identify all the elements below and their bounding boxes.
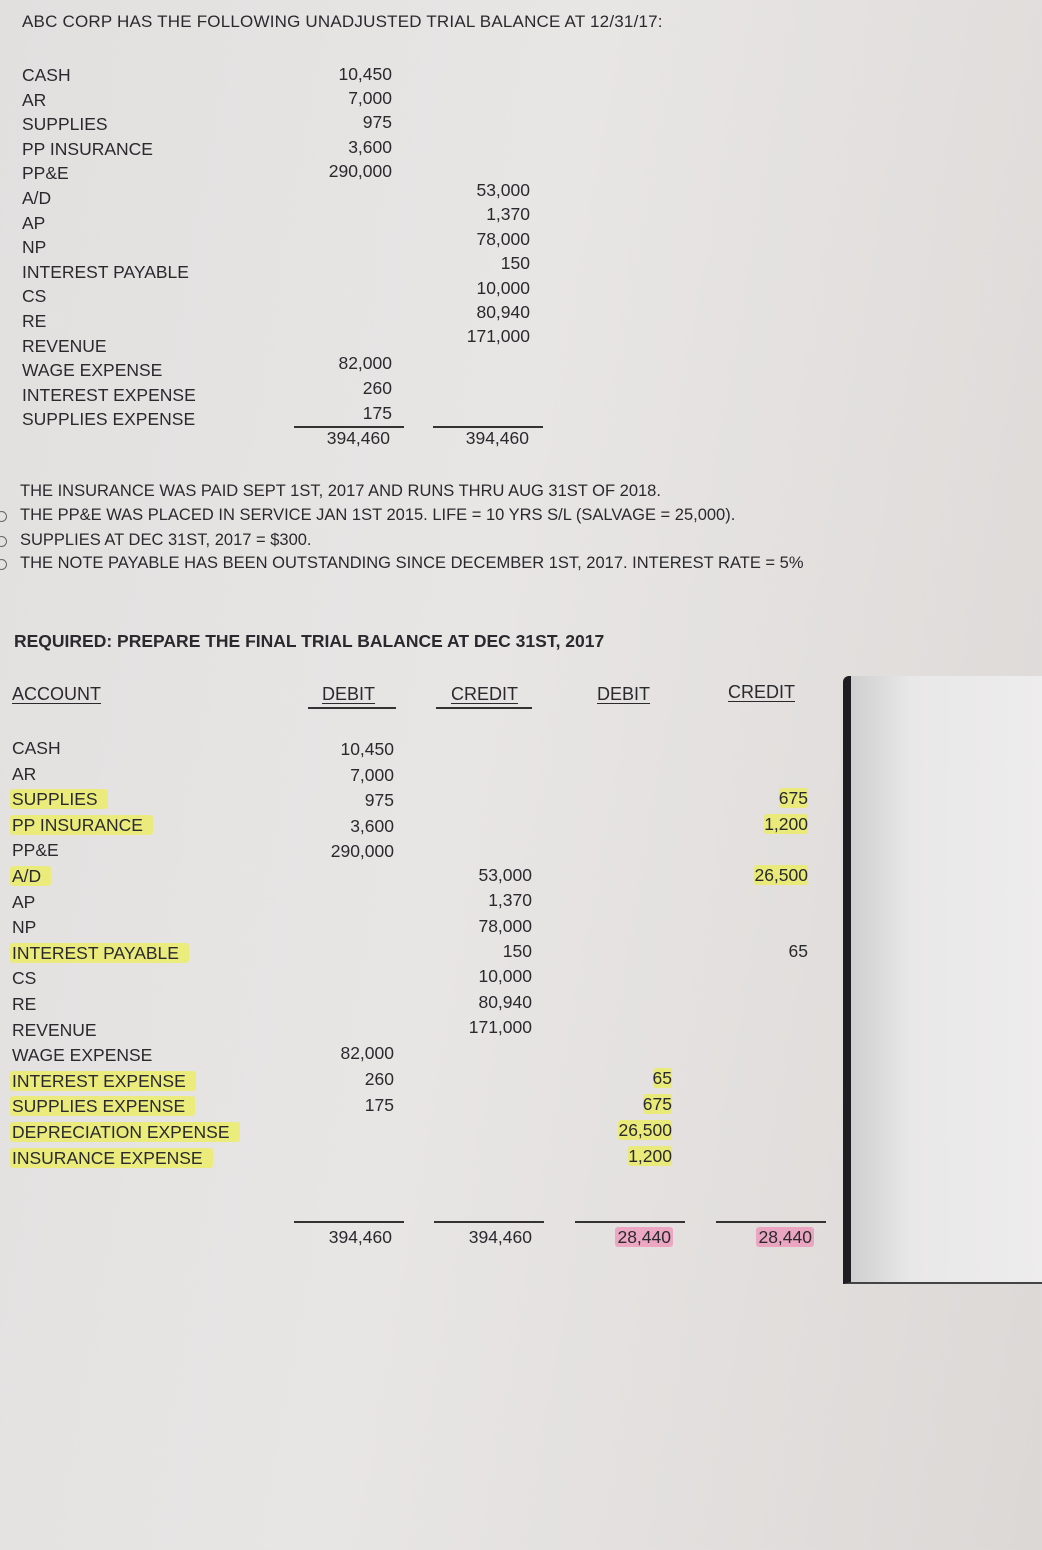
account-label: NP: [12, 917, 37, 938]
credit-value: 78,000: [476, 228, 530, 249]
account-label: WAGE EXPENSE: [22, 360, 163, 381]
debit-value: 290,000: [330, 841, 394, 861]
credit-value: 1,370: [488, 890, 532, 911]
debit-value: 3,600: [348, 136, 392, 157]
total-rule-debit-2: [575, 1221, 685, 1223]
account-label: RE: [22, 311, 47, 331]
bullet-icon: [0, 559, 7, 570]
bullet-icon: [0, 536, 7, 547]
bullet-icon: [0, 511, 7, 522]
debit-value: 975: [364, 790, 394, 810]
credit-value: 53,000: [476, 180, 530, 200]
final-total-credit-2: 28,440: [758, 1227, 812, 1247]
account-label: REVENUE: [12, 1019, 97, 1040]
debit-value: 3,600: [350, 815, 394, 836]
account-label: A/D: [22, 188, 52, 208]
account-label: NP: [22, 237, 47, 258]
adjustment-debit-value: 65: [652, 1068, 672, 1088]
credit-value: 171,000: [466, 326, 530, 347]
account-label: CS: [12, 968, 37, 989]
adjustment-debit-value: 675: [642, 1094, 672, 1114]
credit-value: 53,000: [478, 865, 532, 885]
debit-value: 7,000: [350, 764, 394, 785]
header-debit-1: DEBIT: [322, 684, 376, 704]
adj-credit-interest-payable: 65: [788, 941, 808, 961]
header-credit-1: CREDIT: [451, 684, 518, 704]
header-debit-2: DEBIT: [597, 684, 651, 704]
account-label: INTEREST EXPENSE: [22, 384, 196, 405]
credit-value: 150: [500, 253, 530, 274]
note-insurance: THE INSURANCE WAS PAID SEPT 1ST, 2017 AND RUNS THRU AUG 31ST OF 2018.: [20, 482, 661, 500]
credit-value: 10,000: [478, 966, 532, 987]
account-label: INTEREST EXPENSE: [12, 1071, 196, 1092]
account-label: REVENUE: [22, 335, 107, 356]
account-label: PP INSURANCE: [12, 815, 153, 836]
final-total-credit-1: 394,460: [468, 1227, 532, 1247]
credit-value: 150: [502, 940, 532, 961]
required-heading: REQUIRED: PREPARE THE FINAL TRIAL BALANCE AT DEC 31ST, 2017: [14, 631, 605, 651]
debit-value: 260: [362, 378, 392, 398]
total-rule-credit-1: [434, 1221, 544, 1223]
account-label: DEPRECIATION EXPENSE: [12, 1122, 240, 1143]
total-rule-credit-2: [716, 1221, 826, 1223]
note-ppe: THE PP&E WAS PLACED IN SERVICE JAN 1ST 2015. LIFE = 10 YRS S/L (SALVAGE = 25,000).: [20, 506, 736, 524]
note-supplies: SUPPLIES AT DEC 31ST, 2017 = $300.: [20, 531, 312, 549]
credit-value: 80,940: [476, 302, 530, 322]
account-label: CASH: [12, 738, 61, 758]
account-label: PP&E: [12, 840, 59, 861]
credit-value: 78,000: [478, 915, 532, 936]
table-frame: [843, 676, 1042, 1284]
account-label: AR: [12, 763, 37, 784]
account-label: SUPPLIES: [22, 114, 108, 135]
adj-credit-supplies: 675: [778, 788, 808, 808]
debit-value: 175: [364, 1095, 394, 1115]
account-label: INSURANCE EXPENSE: [12, 1148, 213, 1169]
account-label: SUPPLIES EXPENSE: [22, 409, 196, 430]
account-label: A/D: [12, 866, 51, 887]
account-label: CS: [22, 286, 47, 307]
debit-value: 82,000: [340, 1043, 394, 1063]
debit-value: 7,000: [348, 88, 392, 109]
header-rule-credit-1: [436, 707, 532, 709]
debit-value: 10,450: [340, 739, 394, 759]
account-label: INTEREST PAYABLE: [12, 943, 189, 964]
header-rule-debit-1: [308, 707, 396, 709]
account-label: PP&E: [22, 163, 69, 184]
account-label: AP: [22, 212, 46, 233]
credit-value: 10,000: [476, 277, 530, 298]
account-label: AR: [22, 89, 47, 110]
final-total-debit-1: 394,460: [328, 1227, 392, 1247]
account-label: INTEREST PAYABLE: [22, 261, 189, 282]
debit-value: 975: [362, 112, 392, 133]
debit-value: 82,000: [338, 353, 392, 373]
unadjusted-total-debit: 394,460: [326, 428, 390, 448]
note-notes-payable: THE NOTE PAYABLE HAS BEEN OUTSTANDING SINCE DECEMBER 1ST, 2017. INTEREST RATE = 5%: [20, 554, 804, 572]
adj-credit-pp-insurance: 1,200: [764, 814, 808, 834]
debit-value: 175: [362, 403, 392, 423]
adj-credit-ad: 26,500: [754, 865, 808, 885]
final-total-debit-2: 28,440: [617, 1227, 671, 1247]
debit-value: 260: [364, 1069, 394, 1089]
account-label: PP INSURANCE: [22, 138, 153, 159]
debit-value: 10,450: [338, 64, 392, 84]
credit-value: 171,000: [468, 1016, 532, 1037]
adjustment-debit-value: 26,500: [618, 1120, 672, 1140]
account-label: WAGE EXPENSE: [12, 1045, 153, 1066]
page-title: ABC CORP HAS THE FOLLOWING UNADJUSTED TRIAL BALANCE AT 12/31/17:: [22, 12, 663, 31]
credit-value: 1,370: [486, 204, 530, 225]
header-credit-2: CREDIT: [728, 682, 795, 702]
unadjusted-total-credit: 394,460: [465, 428, 529, 448]
account-label: RE: [12, 994, 37, 1014]
header-account: ACCOUNT: [12, 684, 101, 704]
debit-value: 290,000: [328, 160, 392, 181]
credit-value: 80,940: [478, 991, 532, 1012]
account-label: CASH: [22, 65, 71, 85]
account-label: AP: [12, 891, 36, 912]
account-label: SUPPLIES: [12, 789, 108, 810]
adjustment-debit-value: 1,200: [628, 1146, 672, 1166]
account-label: SUPPLIES EXPENSE: [12, 1096, 195, 1117]
total-rule-debit-1: [294, 1221, 404, 1223]
